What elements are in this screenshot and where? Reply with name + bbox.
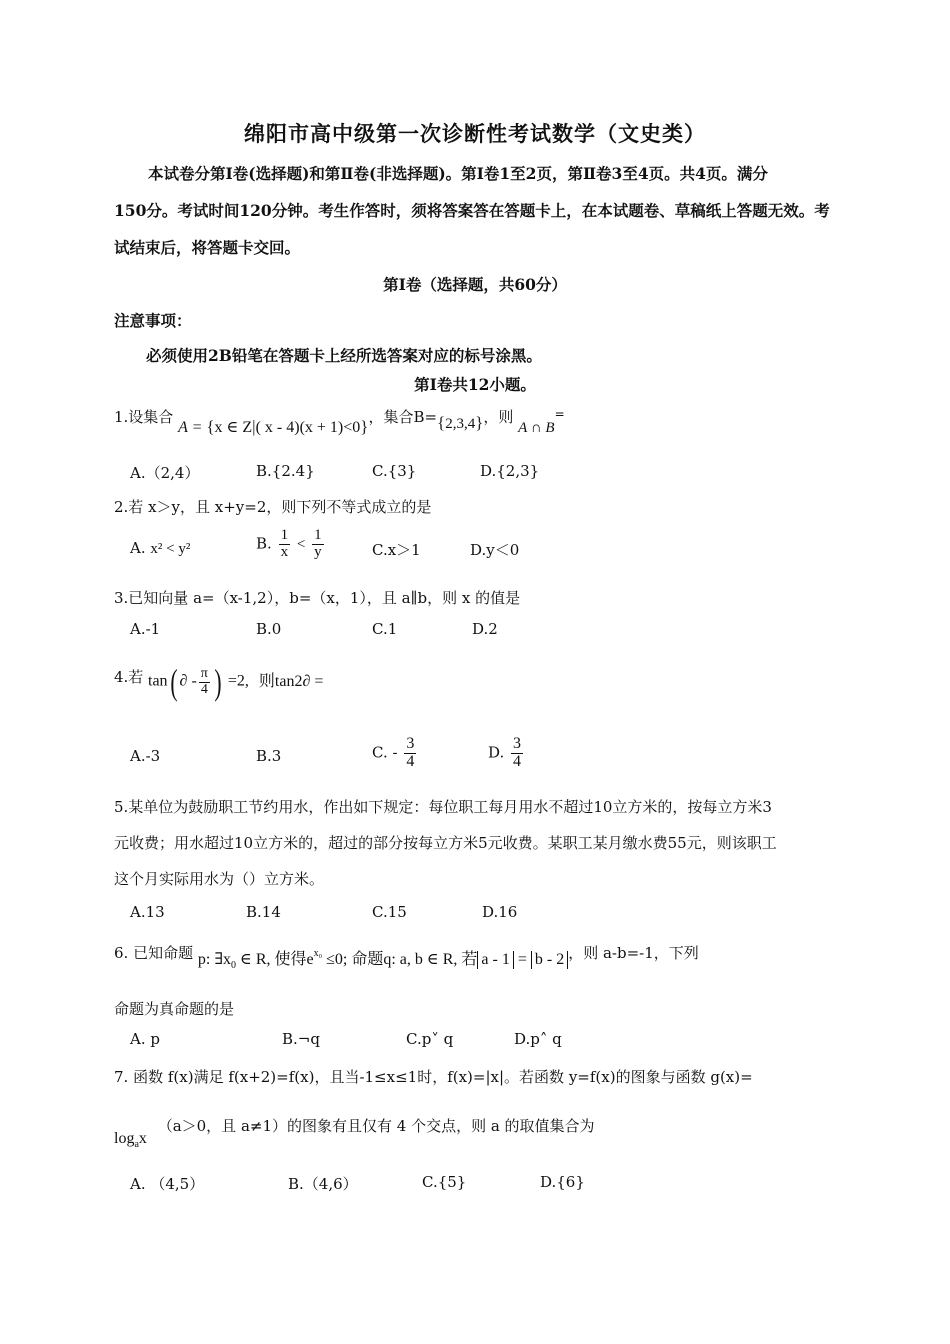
q4-left-paren: ( <box>169 662 178 702</box>
q5-option-c: C.15 <box>372 903 407 921</box>
question-7-line-2 <box>114 1115 595 1150</box>
q1-prefix: 1.设集合 <box>114 408 174 426</box>
q5-option-a: A.13 <box>130 903 165 921</box>
q5-option-b: B.14 <box>246 903 281 921</box>
q2-frac2-num: 1 <box>314 527 322 543</box>
q6-p-expr: p: ∃x <box>197 951 231 968</box>
q6-option-b: B.¬q <box>282 1030 320 1048</box>
q1-option-d: D.{2,3} <box>480 462 540 480</box>
q1-option-c: C.{3} <box>372 462 417 480</box>
q4-c-den: 4 <box>406 752 415 770</box>
intro-line-1: 本试卷分第Ⅰ卷(选择题)和第Ⅱ卷(非选择题)。第Ⅰ卷1至2页，第Ⅱ卷3至4页。共4页。满分 <box>148 164 768 183</box>
q6-p-le: ≤0; 命题q: a, b ∈ R, 若 <box>322 951 478 968</box>
q7-option-c: C.{5} <box>422 1173 467 1191</box>
q1-mid: ，集合B= <box>368 408 438 426</box>
q3-option-d: D.2 <box>472 620 498 638</box>
q6-abs-1: a - 1 <box>477 951 513 969</box>
q6-p-in: ∈ R, 使得e <box>236 951 314 968</box>
q4-right-paren: ) <box>214 662 222 702</box>
q4-then: 则tan2∂ = <box>258 672 324 690</box>
q4-option-d-label: D. <box>488 743 505 762</box>
q2-frac2-den: y <box>314 543 322 560</box>
q4-d-num: 3 <box>513 735 522 752</box>
q2-fraction-2 <box>312 528 324 561</box>
q4-d-den: 4 <box>513 752 522 770</box>
q3-option-c: C.1 <box>372 620 398 638</box>
question-5-line-1: 5.某单位为鼓励职工节约用水，作出如下规定：每位职工每月用水不超过10立方米的，按每立方米3 <box>114 798 772 816</box>
q6-suffix: ，则 a-b=-1，下列 <box>568 944 699 962</box>
q5-option-d: D.16 <box>482 903 518 921</box>
q6-option-d: D.p˄ q <box>514 1030 562 1048</box>
question-5-line-3: 这个月实际用水为（）立方米。 <box>114 870 325 888</box>
q2-fraction-1 <box>279 528 291 561</box>
question-4-formula <box>148 664 323 700</box>
q6-abs-2: b - 2 <box>531 951 568 969</box>
q4-pi: π <box>200 665 208 681</box>
q2-option-b <box>256 528 326 561</box>
q7-log <box>114 1130 147 1150</box>
section-heading: 第Ⅰ卷（选择题，共60分） <box>383 275 567 294</box>
q2-option-c: C.x＞1 <box>372 541 421 559</box>
q1-set-a-lhs: A = <box>178 419 207 436</box>
q4-option-c-label: C. - <box>372 743 398 762</box>
question-1-stem <box>114 406 565 436</box>
q6-option-c: C.p˅ q <box>406 1030 454 1048</box>
q7-log-text: log <box>114 1130 135 1147</box>
q1-set-b-body: 2,3,4 <box>445 416 476 432</box>
q7-option-d: D.{6} <box>540 1173 585 1191</box>
q2-op: < <box>296 536 306 553</box>
q4-option-c <box>372 736 418 771</box>
q1-option-b: B.{2.4} <box>256 462 315 480</box>
q4-four: 4 <box>200 681 208 697</box>
q2-option-a-label: A. <box>130 539 146 557</box>
question-5-line-2: 元收费；用水超过10立方米的，超过的部分按每立方米5元收费。某职工某月缴水费55元，则该职工 <box>114 834 777 852</box>
q6-p-sub: 0 <box>231 960 236 971</box>
q3-option-b: B.0 <box>256 620 282 638</box>
q4-eq: =2, <box>227 672 249 690</box>
q1-option-a: A.（2,4） <box>130 464 200 482</box>
page-title: 绵阳市高中级第一次诊断性考试数学（文史类） <box>244 121 706 146</box>
q2-option-d: D.y＜0 <box>470 541 520 559</box>
notice-text: 必须使用2B铅笔在答题卡上经所选答案对应的标号涂黑。 <box>146 346 542 365</box>
q4-option-d-frac <box>511 736 523 771</box>
q7-option-a: A. （4,5） <box>130 1175 205 1193</box>
q2-option-a-expr: x² < y² <box>150 541 191 557</box>
q2-frac1-den: x <box>280 543 289 560</box>
q1-expr: A ∩ B <box>518 420 555 436</box>
section-count: 第Ⅰ卷共12小题。 <box>414 375 536 394</box>
q4-pi-over-4 <box>199 667 210 697</box>
question-3-stem: 3.已知向量 a=（x-1,2），b=（x，1），且 a∥b，则 x 的值是 <box>114 589 521 607</box>
q2-option-a <box>130 539 190 558</box>
q7-option-b: B.（4,6） <box>288 1175 358 1193</box>
q6-eq: = <box>513 951 531 968</box>
q4-inner: ∂ - <box>179 672 197 690</box>
q6-option-a: A. p <box>130 1030 160 1048</box>
q7-rest: （a＞0，且 a≠1）的图象有且仅有 4 个交点，则 a 的取值集合为 <box>157 1117 595 1135</box>
q1-then: ，则 <box>483 408 514 426</box>
q4-c-num: 3 <box>406 735 415 752</box>
q1-set-a: {x ∈ Z|( x - 4)(x + 1)<0} <box>206 417 369 436</box>
intro-line-3: 试结束后，将答题卡交回。 <box>114 238 301 257</box>
question-6-stem <box>114 940 699 971</box>
q7-log-x: x <box>138 1130 147 1147</box>
q6-prefix: 6. 已知命题 <box>114 944 194 962</box>
q1-set-b: {2,3,4} <box>437 413 484 432</box>
q4-option-c-frac <box>404 736 416 771</box>
q2-frac1-num: 1 <box>280 527 289 543</box>
q1-eq: = <box>554 407 565 421</box>
notice-label: 注意事项： <box>114 311 192 330</box>
q3-option-a: A.-1 <box>130 620 161 638</box>
question-6-line-2: 命题为真命题的是 <box>114 1000 235 1018</box>
q4-option-a: A.-3 <box>130 747 161 765</box>
q4-tan: tan <box>148 672 168 690</box>
question-4-prefix: 4.若 <box>114 668 144 686</box>
q1-set-a-body: x ∈ Z <box>214 419 253 436</box>
q1-set-a-cond: ( x - 4)(x + 1)<0 <box>255 419 361 436</box>
q6-p-sup: x₀ <box>313 948 323 959</box>
q7-log-base: a <box>134 1139 139 1150</box>
question-7-line-1: 7. 函数 f(x)满足 f(x+2)=f(x)，且当-1≤x≤1时，f(x)=|x|。若函数 y=f(x)的图象与函数 g(x)= <box>114 1068 753 1086</box>
question-2-stem: 2.若 x＞y，且 x+y=2，则下列不等式成立的是 <box>114 498 432 516</box>
q4-option-b: B.3 <box>256 747 282 765</box>
intro-line-2: 150分。考试时间120分钟。考生作答时，须将答案答在答题卡上，在本试题卷、草稿纸上答题无效。考 <box>114 201 830 220</box>
q4-option-d <box>488 736 525 771</box>
q2-option-b-label: B. <box>256 534 272 553</box>
q6-formula <box>197 948 568 971</box>
